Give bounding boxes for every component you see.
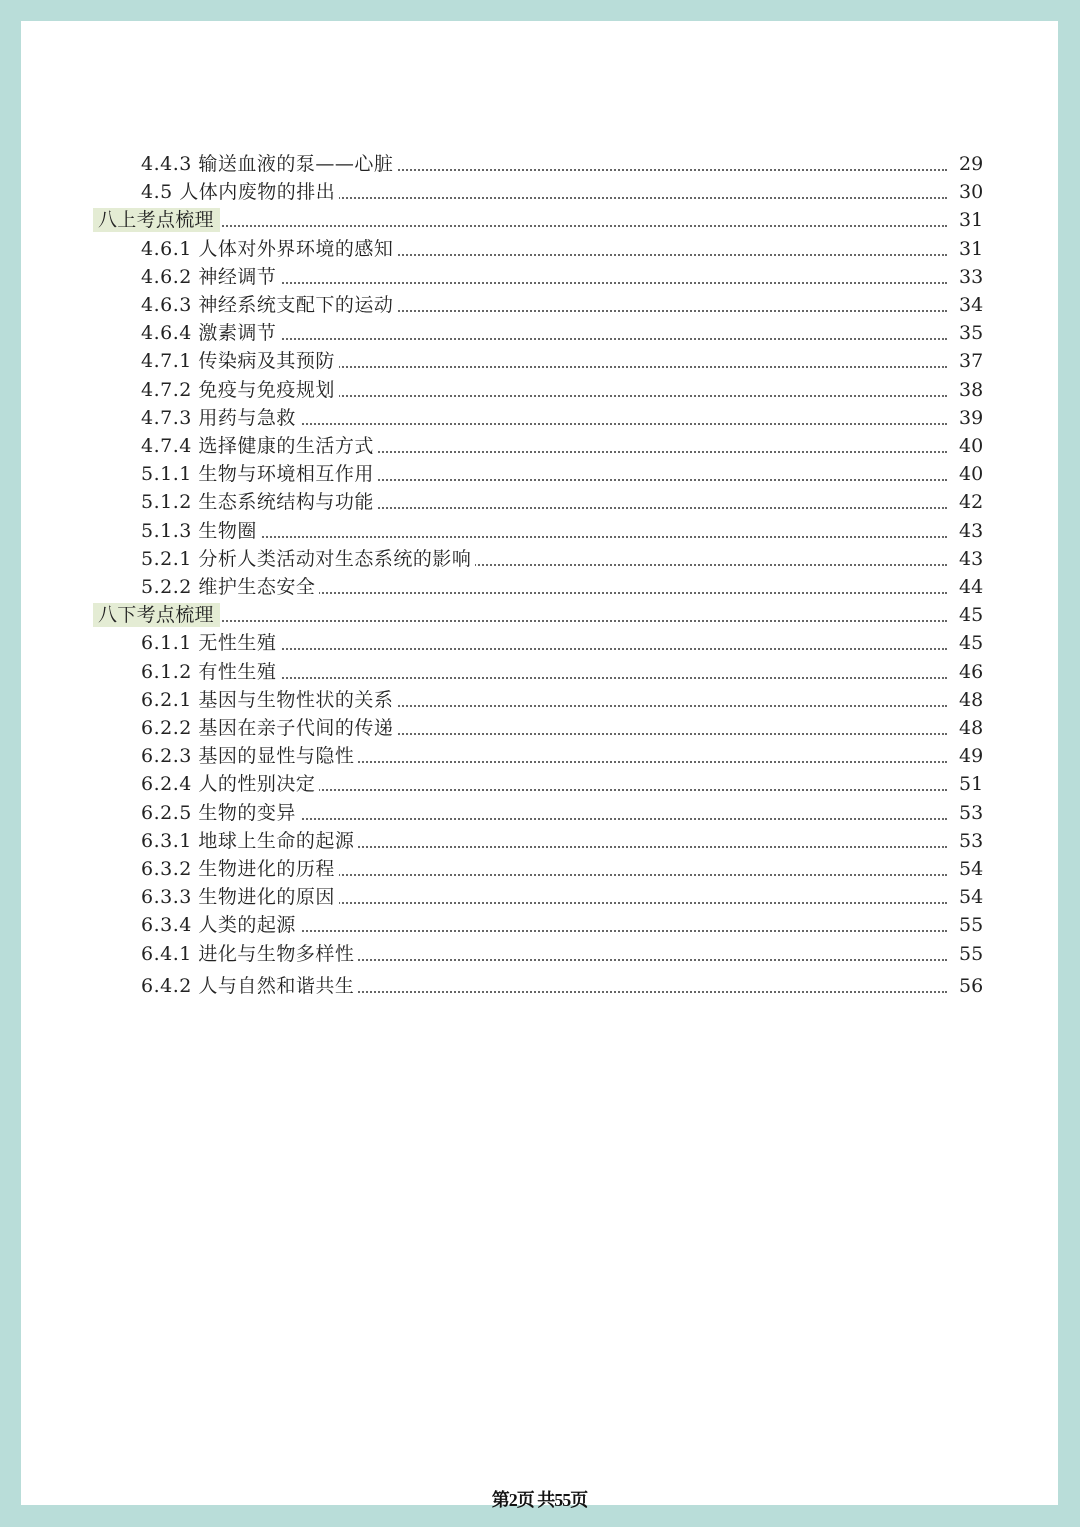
toc-entry-label: 6.3.2 生物进化的历程 [141,857,339,881]
toc-page-number: 40 [959,435,984,457]
toc-entry-label: 6.2.3 基因的显性与隐性 [141,744,358,768]
toc-entry-row[interactable] [21,940,1058,968]
toc-page-number: 54 [959,858,984,880]
toc-entry-row[interactable] [21,714,1058,742]
toc-entry-row[interactable] [21,799,1058,827]
toc-entry-label: 4.6.1 人体对外界环境的感知 [141,237,397,261]
toc-page-number: 37 [959,350,984,373]
toc-entry-label: 6.3.3 生物进化的原因 [141,885,339,909]
toc-page-number: 38 [959,378,984,401]
toc-page-number: 54 [959,886,984,909]
toc-page-number: 45 [959,632,984,655]
toc-page-number: 51 [959,773,984,796]
toc-page-number: 55 [959,942,984,965]
toc-entry-label: 4.7.1 传染病及其预防 [141,349,339,373]
toc-entry-row[interactable] [21,573,1058,601]
toc-entry-row[interactable] [21,263,1058,291]
toc-page-number: 44 [959,576,984,598]
toc-entry-row[interactable] [21,686,1058,714]
toc-entry-row[interactable] [21,347,1058,375]
toc-entry-label: 4.5 人体内废物的排出 [141,180,339,204]
toc-entry-row[interactable] [21,911,1058,939]
toc-page-number: 43 [959,519,984,542]
toc-entry-label: 4.7.2 免疫与免疫规划 [141,378,339,402]
toc-entry-row[interactable] [21,235,1058,263]
toc-page-number: 43 [959,547,984,570]
toc-section-label: 八下考点梳理 [93,603,220,627]
toc-entry-row[interactable] [21,319,1058,347]
toc-page-number: 34 [959,294,984,316]
toc-page-number: 30 [959,181,984,204]
page-footer: 第2页 共55页 [491,1490,588,1510]
toc-page-number: 49 [959,745,984,768]
toc-entry-row[interactable] [21,376,1058,404]
toc-entry-label: 5.2.1 分析人类活动对生态系统的影响 [141,547,475,571]
toc-entry-label: 6.2.1 基因与生物性状的关系 [141,688,397,712]
toc-entry-label: 5.1.2 生态系统结构与功能 [141,490,378,514]
toc-entry-label: 5.1.1 生物与环境相互作用 [141,462,378,486]
toc-entry-label: 6.2.5 生物的变异 [141,801,300,825]
toc-page-number: 53 [959,801,984,824]
toc-entry-row[interactable] [21,770,1058,798]
toc-entry-label: 4.6.3 神经系统支配下的运动 [141,293,397,317]
toc-entry-label: 4.6.2 神经调节 [141,265,280,289]
toc-page-number: 33 [959,265,984,288]
toc-entry-row[interactable] [21,883,1058,911]
toc-entry-row[interactable] [21,178,1058,206]
toc-entry-label: 4.6.4 激素调节 [141,321,280,345]
toc-entry-label: 6.4.2 人与自然和谐共生 [141,974,358,998]
toc-entry-row[interactable] [21,658,1058,686]
toc-entry-row[interactable] [21,460,1058,488]
dot-leader [103,225,947,227]
toc-entry-label: 5.2.2 维护生态安全 [141,575,319,599]
toc-page-number: 39 [959,406,984,429]
toc-page-number: 48 [959,717,984,739]
toc-page-number: 40 [959,463,984,486]
toc-section-label: 八上考点梳理 [93,208,220,232]
toc-section-row[interactable] [21,206,1058,234]
toc-page-number: 35 [959,322,984,345]
toc-entry-row[interactable] [21,432,1058,460]
toc-entry-label: 4.4.3 输送血液的泵——心脏 [141,152,397,176]
toc-page-number: 29 [959,153,984,175]
toc-entry-label: 6.1.1 无性生殖 [141,631,280,655]
toc-entry-row[interactable] [21,150,1058,178]
toc-page-number: 53 [959,829,984,852]
toc-entry-row[interactable] [21,629,1058,657]
toc-entry-label: 4.7.3 用药与急救 [141,406,300,430]
toc-entry-row[interactable] [21,404,1058,432]
toc-entry-label: 4.7.4 选择健康的生活方式 [141,434,378,458]
toc-entry-row[interactable] [21,291,1058,319]
toc-page-number: 31 [959,209,984,232]
toc-entry-label: 6.3.4 人类的起源 [141,913,300,937]
toc-page-number: 42 [959,491,984,514]
toc-entry-label: 5.1.3 生物圈 [141,519,261,543]
toc-entry-row[interactable] [21,827,1058,855]
toc-entry-label: 6.2.4 人的性别决定 [141,772,319,796]
toc-entry-row[interactable] [21,742,1058,770]
dot-leader [151,536,947,538]
toc-page-number: 31 [959,237,984,260]
document-page [21,21,1058,1510]
toc-entry-row[interactable] [21,855,1058,883]
toc-entry-label: 6.1.2 有性生殖 [141,660,280,684]
toc-page-number: 48 [959,688,984,711]
toc-entry-label: 6.2.2 基因在亲子代间的传递 [141,716,397,740]
toc-entry-label: 6.4.1 进化与生物多样性 [141,942,358,966]
toc-entry-row[interactable] [21,488,1058,516]
toc-section-row[interactable] [21,601,1058,629]
dot-leader [103,620,947,622]
toc-entry-row[interactable] [21,517,1058,545]
toc-page-number: 46 [959,660,984,683]
toc-entry-row[interactable] [21,545,1058,573]
toc-page-number: 56 [959,974,984,997]
toc-page-number: 45 [959,604,984,627]
toc-entry-label: 6.3.1 地球上生命的起源 [141,829,358,853]
toc-page-number: 55 [959,914,984,937]
toc-entry-row[interactable] [21,972,1058,1000]
